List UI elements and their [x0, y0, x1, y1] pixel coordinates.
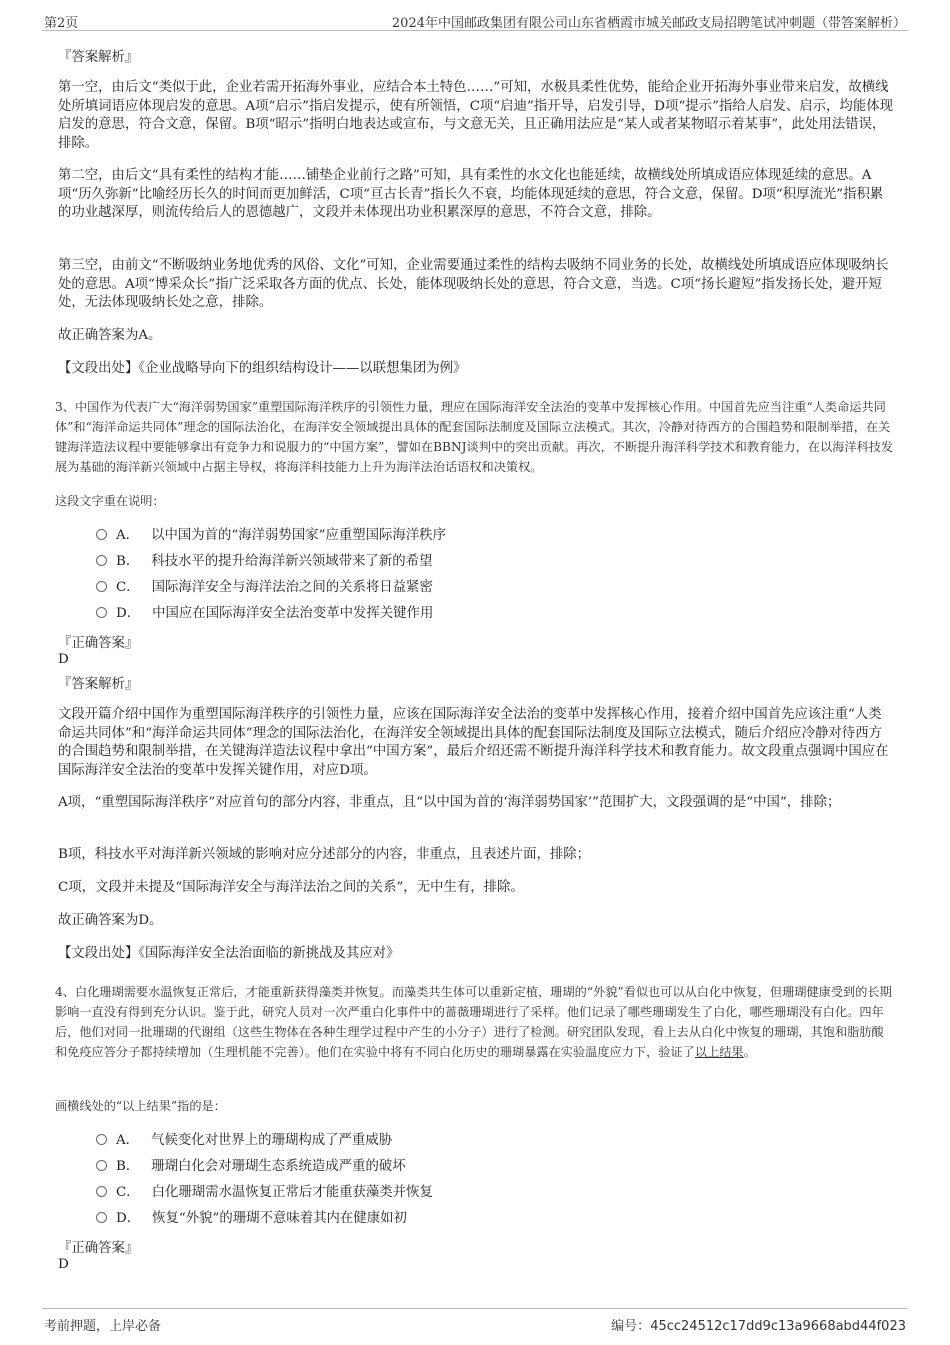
page-number: 第2页: [44, 16, 79, 31]
q3-stem: 3、中国作为代表广大“海洋弱势国家”重塑国际海洋秩序的引领性力量，理应在国际海洋安全法治的变革中发挥核心作用。中国首先应当注重“人类命运共同体”和“海洋命运共同体”理念的国际法治化，在海洋安全领域提出具体的配套国际法制度及国际立法模式。其次，冷静对待西方的合围趋势和限制举措，在关键海洋造法议程中要能够拿出有竞争力和说服力的“中国方案”，譬如在BBNJ谈判中的突出贡献。再次，不断提升海洋科学技术和教育能力，在以海洋科技发展为基础的海洋新兴领域中占据主导权，将海洋科技能力上升为海洋法治话语权和决策权。: [55, 400, 894, 474]
option-text: 国际海洋安全与海洋法治之间的关系将日益紧密: [151, 580, 433, 595]
page-header: [42, 10, 908, 31]
q2-source: 【文段出处】《企业战略导向下的组织结构设计——以联想集团为例》: [58, 361, 467, 376]
option-text: 珊瑚白化会对珊瑚生态系统造成严重的破坏: [151, 1159, 406, 1174]
q2-analysis-para3: 第三空，由前文“不断吸纳业务地优秀的风俗、文化”可知，企业需要通过柔性的结构去吸纳不同业务的长处，故横线处所填成语应体现吸纳长处的意思。A项“博采众长”指广泛采取各方面的优点、长处，能体现吸纳长处的意思，符合文意，当选。C项“扬长避短”指发扬长处，避开短处，无法体现吸纳长处之意，排除。: [58, 258, 889, 310]
option-key: A．: [116, 1133, 140, 1148]
option-key: D．: [116, 1211, 141, 1226]
q3-analysis-para2: A项，“重塑国际海洋秩序”对应首句的部分内容，非重点，且“以中国为首的‘海洋弱势国家’”范围扩大，文段强调的是“中国”，排除；: [58, 795, 841, 810]
q4-answer-label: 『正确答案』: [58, 1241, 139, 1256]
page-footer: [42, 1308, 908, 1333]
q2-analysis-para2: 第二空，由后文“具有柔性的结构才能……铺垫企业前行之路”可知，具有柔性的水文化也能延续，故横线处所填成语应体现延续的意思。A项“历久弥新”比喻经历长久的时间而更加鲜活，C项“亘古长青”指长久不衰，均能体现延续的意思，符合文意，保留。D项“积厚流光”指积累的功业越深厚，则流传给后人的恩德越广，文段并未体现出功业积累深厚的意思，不符合文意，排除。: [58, 168, 884, 220]
q3-analysis-para1: 文段开篇介绍中国作为重塑国际海洋秩序的引领性力量，应该在国际海洋安全法治的变革中发挥核心作用，接着介绍中国首先应该注重“人类命运共同体”和“海洋命运共同体”理念的国际法治化，在海洋安全领域提出具体的配套国际法制度及国际立法模式，随后介绍应冷静对待西方的合围趋势和限制举措，在关键海洋造法议程中拿出“中国方案”，最后介绍还需不断提升海洋科学技术和教育能力。故文段重点强调中国应在国际海洋安全法治的变革中发挥关键作用，对应D项。: [58, 707, 889, 778]
option-text: 恢复“外貌”的珊瑚不意味着其内在健康如初: [152, 1211, 407, 1226]
option-key: D．: [116, 606, 141, 621]
radio-icon[interactable]: [96, 607, 107, 618]
q2-conclusion: 故正确答案为A。: [58, 328, 162, 343]
radio-icon[interactable]: [96, 529, 107, 540]
q4-stem: [55, 982, 895, 1062]
q3-answer-label: 『正确答案』: [58, 636, 139, 651]
q4-answer: D: [58, 1257, 69, 1272]
code-label: 编号：: [611, 1319, 651, 1334]
q3-option-c[interactable]: [96, 578, 433, 598]
option-key: B．: [116, 1159, 140, 1174]
q4-stem-text: 4、白化珊瑚需要水温恢复正常后，才能重新获得藻类并恢复。而藻类共生体可以重新定植，珊瑚的“外貌”看似也可以从白化中恢复，但珊瑚健康受到的长期影响一直没有得到充分认识。鉴于此，研究人员对一次严重白化事件中的蔷薇珊瑚进行了采样。他们记录了哪些珊瑚发生了白化，哪些珊瑚没有白化。四年后，他们对同一批珊瑚的代谢组（这些生物体在各种生理学过程中产生的小分子）进行了检测。研究团队发现，看上去从白化中恢复的珊瑚，其饱和脂肪酸和免疫应答分子都持续增加（生理机能不完善）。他们在实验中将有不同白化历史的珊瑚暴露在实验温度应力下，验证了: [55, 985, 892, 1059]
option-text: 气候变化对世界上的珊瑚构成了严重威胁: [151, 1133, 393, 1148]
option-text: 科技水平的提升给海洋新兴领域带来了新的希望: [151, 554, 433, 569]
code-value: 45cc24512c17dd9c13a9668abd44f023: [650, 1319, 906, 1334]
document-title: 2024年中国邮政集团有限公司山东省栖霞市城关邮政支局招聘笔试冲刺题（带答案解析）: [391, 16, 906, 31]
option-key: B．: [116, 554, 140, 569]
q2-analysis-label: 『答案解析』: [58, 50, 139, 65]
q3-answer: D: [58, 652, 69, 667]
q4-option-b[interactable]: [96, 1157, 406, 1177]
q4-stem-end: 。: [743, 1045, 756, 1059]
option-key: C．: [116, 1185, 140, 1200]
option-key: A．: [116, 528, 140, 543]
q3-option-a[interactable]: [96, 526, 446, 546]
q3-analysis-para4: C项，文段并未提及“国际海洋安全与海洋法治之间的关系”，无中生有，排除。: [58, 880, 524, 895]
radio-icon[interactable]: [96, 1134, 107, 1145]
radio-icon[interactable]: [96, 555, 107, 566]
q4-option-c[interactable]: [96, 1183, 433, 1203]
q4-option-a[interactable]: [96, 1131, 392, 1151]
document-code: [611, 1315, 906, 1334]
q4-question: 画横线处的“以上结果”指的是：: [55, 1099, 226, 1113]
radio-icon[interactable]: [96, 1160, 107, 1171]
option-text: 白化珊瑚需水温恢复正常后才能重获藻类并恢复: [151, 1185, 433, 1200]
q3-question: 这段文字重在说明：: [55, 494, 165, 508]
q3-option-b[interactable]: [96, 552, 432, 572]
radio-icon[interactable]: [96, 1212, 107, 1223]
q3-conclusion: 故正确答案为D。: [58, 913, 163, 928]
radio-icon[interactable]: [96, 1186, 107, 1197]
option-text: 中国应在国际海洋安全法治变革中发挥关键作用: [152, 606, 434, 621]
q4-underlined-phrase: 以上结果: [694, 1045, 744, 1059]
footer-slogan: 考前押题，上岸必备: [44, 1319, 162, 1334]
option-text: 以中国为首的“海洋弱势国家”应重塑国际海洋秩序: [151, 528, 446, 543]
q3-analysis-label: 『答案解析』: [58, 677, 139, 692]
q3-option-d[interactable]: [96, 604, 433, 624]
q3-analysis-para3: B项，科技水平对海洋新兴领域的影响对应分述部分的内容，非重点，且表述片面，排除；: [58, 847, 591, 862]
q4-option-d[interactable]: [96, 1209, 407, 1229]
option-key: C．: [116, 580, 140, 595]
radio-icon[interactable]: [96, 581, 107, 592]
q2-analysis-para1: 第一空，由后文“类似于此，企业若需开拓海外事业，应结合本土特色……”可知，水极具柔性优势，能给企业开拓海外事业带来启发，故横线处所填词语应体现启发的意思。A项“启示”指启发提示，使有所领悟，C项“启迪”指开导，启发引导，D项“提示”指给人启发、启示，均能体现启发的意思，符合文意，保留。B项“昭示”指明白地表达或宣布，与文意无关，且正确用法应是“某人或者某物昭示着某事”，此处用法错误，排除。: [58, 80, 893, 151]
q3-source: 【文段出处】《国际海洋安全法治面临的新挑战及其应对》: [58, 946, 400, 961]
